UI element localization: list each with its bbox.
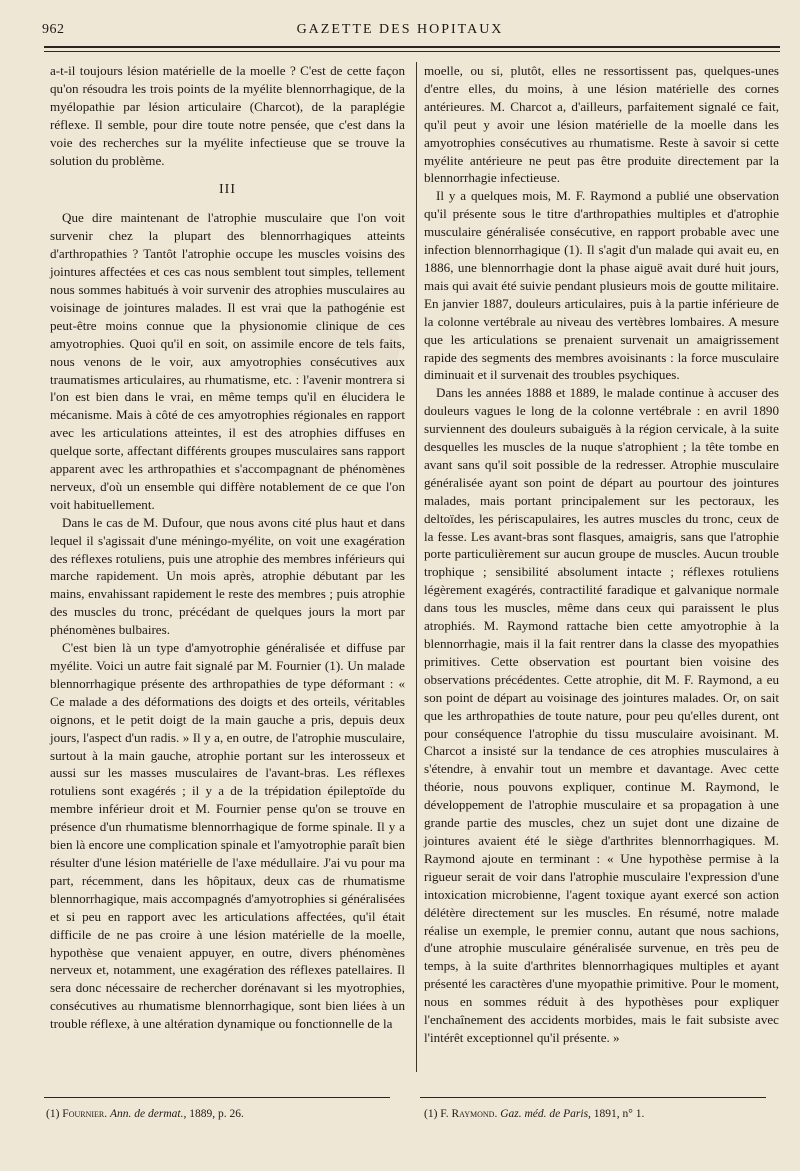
footnote-number: (1) [46,1108,60,1120]
section-heading: III [219,182,236,198]
footnote-rule [44,1097,390,1098]
paragraph: Que dire maintenant de l'atrophie musculaire que l'on voit survenir chez la plupart des blennorrhagiques atteints d'arthropathies ? Tantôt l'atrophie occupe les muscles voisins des jointures affectées et ces cas nous semblent tout simples, tellement nous sommes habitués à voir survenir des atrophies musculaires au voisinage de jointures malades. Il est vrai que la pathogénie est peut-être moins connue que la physionomie clinique de ces amyotrophies. Quoi qu'il en soit, on assimile encore de tels faits, nous venons de le voir, aux amyotrophies consécutives aux traumatismes articulaires, au rhumatisme, etc. : l'avenir montrera si l'on est bien dans le vrai, en même temps qu'il en élucidera le mécanisme. Mais à côté de ces amyotrophies régionales en rapport avec les articulations atteintes, il est des atrophies diffuses en quelque sorte, affectant différents groupes musculaires sans rapport apparent avec les arthropathies et s'accompagnant de phénomènes nerveux, d'où un ensemble qui diffère notablement de ce que l'on voit habituellement. [50,210,405,512]
footnote-left [46,1108,244,1120]
footnote-author: Fournier. [62,1108,108,1120]
paragraph: Dans le cas de M. Dufour, que nous avons cité plus haut et dans lequel il s'agissait d'une méningo-myélite, on voit une exagération des réflexes rotuliens, puis une atrophie des membres inférieurs qui marche rapidement. Un mois après, atrophie débutant par les mains, envahissant rapidement le reste des membres ; puis atrophie des muscles du tronc, précédant de quelques jours la mort par phénomènes bulbaires. [50,514,405,638]
paragraph: Il y a quelques mois, M. F. Raymond a publié une observation qu'il présente sous le titre d'arthropathies multiples et d'atrophie musculaire généralisée consécutive, en rapport probable avec une infection blennorrhagique (1). Il s'agit d'un malade qui avait eu, en 1886, une blennorrhagie dont la phase aiguë avait duré huit jours, mais qui avait été suivie pendant plusieurs mois de goutte militaire. En janvier 1887, douleurs articulaires, puis à la partie inférieure de la colonne vertébrale au niveau des vertèbres lombaires. A mesure que les articulations se prenaient survenait un amaigrissement rapide des segments des membres avoisinants : la force musculaire diminuait et il survenait des troubles psychiques. [424,188,779,383]
left-column [50,62,405,1033]
footnote-journal: Gaz. méd. de Paris, [500,1108,591,1120]
header-rule-thin [44,51,780,52]
page-number: 962 [42,22,65,37]
paragraph: C'est bien là un type d'amyotrophie généralisée et diffuse par myélite. Voici un autre fait signalé par M. Fournier (1). Un malade blennorrhagique présente des arthropathies de type déformant : « Ce malade a des déformations des doigts et des orteils, véritables oignons, et le petit doigt de la main gauche a pris, depuis deux jours, l'aspect d'un radis. » Il y a, en outre, de l'atrophie musculaire, surtout à la main gauche, atrophie portant sur les interosseux et aussi sur les masses musculaires de l'avant-bras. Les réflexes rotuliens sont exagérés ; il y a de la trépidation épileptoïde du membre inférieur droit et M. Fournier pense qu'on se trouve en présence d'un rhumatisme blennorrhagique de forme spinale. Il y a bien là encore une complication spinale et l'amyotrophie paraît bien résulter d'une lésion matérielle de l'axe médullaire. J'ai vu pour ma part, récemment, dans les hôpitaux, deux cas de rhumatisme blennorrhagique, mais accompagnés d'amyotrophies si généralisées et si peu en rapport avec les articulations affectées, qu'il était difficile de ne pas croire à une lésion matérielle de la moelle, hypothèse que venaient appuyer, en outre, divers phénomènes nerveux et, notamment, une exagération des réflexes patellaires. Il sera donc nécessaire de rechercher dorénavant si les myotrophies, consécutives au rhumatisme blennorrhagique, sont bien liées à un trouble réflexe, à une altération dynamique ou fonctionnelle de la [50,640,405,1032]
paragraph: moelle, ou si, plutôt, elles ne ressortissent pas, quelques-unes d'entre elles, du moins, à une lésion matérielle des cornes antérieures. M. Charcot a, d'ailleurs, parfaitement signalé ce fait, qu'il peut y avoir une lésion matérielle de la moelle dans les amyotrophies consécutives au rhumatisme. Reste à savoir si cette myélite antérieure ne peut pas être produite directement par la blennorrhagie infectieuse. [424,63,779,186]
paragraph: Dans les années 1888 et 1889, le malade continue à accuser des douleurs vagues le long de la colonne vertébrale : en avril 1890 surviennent des douleurs subaiguës à la région cervicale, à la suite desquelles les muscles de la nuque s'atrophient ; la tête tombe en avant sans qu'il soit possible de la redresser. Atrophie musculaire généralisée ayant son point de départ au pourtour des jointures malades, mais portant principalement sur les pectoraux, les deltoïdes, les périscapulaires, les autres muscles du tronc, ceux de la fesse. Les avant-bras sont flasques, amaigris, sans que l'atrophie porte particulièrement sur aucun groupe de muscles. Aucun trouble trophique ; sensibilité absolument intacte ; réflexes rotuliens légèrement exagérés, contractilité faradique et galvanique normale dans tous les muscles, même dans ceux qui paraissent le plus atrophiés. M. Raymond rattache bien cette amyotrophie à la blennorrhagie, mais il la fait rentrer dans la classe des myopathies primitives. Cette observation est pourtant bien voisine des observations précédentes. Cette atrophie, dit M. F. Raymond, a eu son point de départ au voisinage des jointures malades. Or, on sait que les arthropathies de toute nature, pour peu qu'elles durent, ont pour conséquence l'atrophie du tissu musculaire avoisinant. M. Charcot a insisté sur la tendance de ces atrophies musculaires à s'étendre, à envahir tout un membre et davantage. Avec cette théorie, nous pouvons expliquer, continue M. Raymond, le développement de l'atrophie musculaire et sa propagation à une grande partie des muscles, chez un sujet dont une dizaine de jointures avaient été le siège d'arthrites blennorrhagiques. M. Raymond ajoute en terminant : « Une hypothèse permise à la rigueur serait de voir dans l'atrophie musculaire l'expression d'une intoxication microbienne, l'agent toxique ayant exercé son action délétère directement sur les muscles. En résumé, notre malade réalise un exemple, le premier connu, autant que nous sachions, d'une atrophie musculaire généralisée survenue, en très peu de temps, à la suite d'arthrites blennorrhagiques multiples et ayant présenté les caractères d'une myopathie primitive. Pour le moment, nous en sommes réduit à des hypothèses pour expliquer l'enchaînement des accidents morbides, mais le fait subsiste avec l'intérêt exceptionnel qu'il présente. » [424,385,779,1045]
running-head-title: GAZETTE DES HOPITAUX [296,22,504,37]
footnote-reference: 1889, p. 26. [189,1108,244,1120]
footnote-rule [420,1097,766,1098]
footnote-author: Raymond. [451,1108,498,1120]
footnote-reference: 1891, n° 1. [593,1108,645,1120]
footnote-number: (1) F. [424,1108,449,1120]
header-rule [44,46,780,48]
column-divider [416,62,417,1072]
paragraph: a-t-il toujours lésion matérielle de la moelle ? C'est de cette façon qu'on résoudra les trois points de la myélite blennorrhagique, de la myélopathie par lésion articulaire (Charcot), de la paraplégie réflexe. Il semble, pour dire toute notre pensée, que c'est dans la voie des recherches sur la myélite infectieuse que se trouve la solution du problème. [50,63,405,168]
footnote-journal: Ann. de dermat., [110,1108,187,1120]
footnote-right [424,1108,644,1120]
right-column [424,62,779,1047]
